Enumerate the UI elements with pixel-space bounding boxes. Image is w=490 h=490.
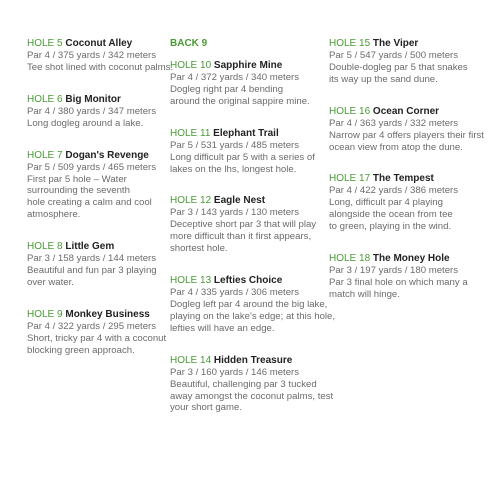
hole-description-line: Tee shot lined with coconut palms. <box>27 61 174 73</box>
hole-description-line: First par 5 hole – Water <box>27 173 127 185</box>
hole-description-line: blocking green approach. <box>27 344 135 356</box>
hole-description-line: atmosphere. <box>27 209 81 221</box>
hole-stats: Par 3 / 143 yards / 130 meters <box>170 207 300 219</box>
hole-entry <box>27 150 172 222</box>
hole-entry <box>27 309 172 357</box>
hole-stats: Par 4 / 422 yards / 386 meters <box>329 185 459 197</box>
hole-description-line: Double-dogleg par 5 that snakes <box>329 61 468 73</box>
hole-description <box>329 50 479 86</box>
hole-title <box>329 173 479 185</box>
hole-entry <box>329 105 484 154</box>
hole-stats: Par 5 / 509 yards / 465 meters <box>27 161 157 173</box>
hole-title <box>27 38 172 50</box>
column-back-nine <box>170 38 336 434</box>
hole-title <box>27 150 172 162</box>
hole-name: Sapphire Mine <box>213 60 283 71</box>
hole-name: Ocean Corner <box>372 105 440 117</box>
hole-number: HOLE 12 <box>170 195 212 207</box>
hole-stats: Par 5 / 547 yards / 500 meters <box>329 50 459 61</box>
hole-name: Hidden Treasure <box>213 354 293 366</box>
hole-number: HOLE 17 <box>329 173 371 185</box>
hole-name: The Money Hole <box>372 253 450 265</box>
hole-number: HOLE 16 <box>329 105 371 117</box>
hole-description-line: Dogleg right par 4 bending <box>170 83 284 95</box>
column-front-nine <box>27 38 172 377</box>
hole-title <box>170 60 322 72</box>
hole-stats: Par 3 / 160 yards / 146 meters <box>170 366 300 378</box>
hole-description-line: match will hinge. <box>329 288 400 300</box>
hole-title <box>27 94 172 106</box>
hole-description-line: lefties will have an edge. <box>170 322 275 334</box>
hole-title <box>27 309 172 321</box>
hole-description-line: Beautiful and fun par 3 playing <box>27 265 157 277</box>
hole-name: Dogan's Revenge <box>65 149 149 161</box>
hole-description-line: lakes on the lhs, longest hole. <box>170 163 297 175</box>
hole-stats: Par 4 / 335 yards / 306 meters <box>170 287 300 299</box>
hole-name: Coconut Alley <box>65 38 133 49</box>
hole-description-line: Long dogleg around a lake. <box>27 117 144 129</box>
hole-description-line: around the original sappire mine. <box>170 95 310 107</box>
hole-description <box>170 207 322 255</box>
hole-name: The Tempest <box>372 173 434 185</box>
hole-description-line: Long difficult par 5 with a series of <box>170 151 315 163</box>
hole-title <box>329 106 479 118</box>
hole-entry <box>27 38 172 74</box>
hole-stats: Par 4 / 380 yards / 347 meters <box>27 105 157 117</box>
hole-number: HOLE 6 <box>27 93 63 105</box>
hole-description-line: ocean view from atop the dune. <box>329 141 463 153</box>
hole-description <box>170 72 322 108</box>
hole-stats: Par 4 / 372 yards / 340 meters <box>170 72 300 83</box>
hole-title <box>170 195 322 207</box>
hole-description-line: its way up the sand dune. <box>329 73 438 85</box>
hole-number: HOLE 11 <box>170 127 211 139</box>
hole-name: Monkey Business <box>65 308 150 320</box>
hole-name: Elephant Trail <box>213 127 279 139</box>
hole-description <box>27 106 172 130</box>
hole-description <box>170 140 322 176</box>
hole-description <box>329 185 479 233</box>
hole-description-line: Deceptive short par 3 that will play <box>170 219 317 231</box>
hole-entry <box>170 354 334 415</box>
hole-title <box>170 355 322 367</box>
hole-number: HOLE 8 <box>27 241 63 253</box>
hole-number: HOLE 15 <box>329 38 371 49</box>
section-heading: BACK 9 <box>170 38 208 49</box>
hole-name: Lefties Choice <box>213 275 283 287</box>
hole-title <box>170 128 322 140</box>
hole-title <box>329 38 479 50</box>
hole-description-line: Narrow par 4 offers players their first <box>329 129 484 141</box>
hole-description-line: Long, difficult par 4 playing <box>329 197 443 209</box>
hole-number: HOLE 5 <box>27 38 63 49</box>
hole-stats: Par 4 / 375 yards / 342 meters <box>27 50 157 61</box>
hole-number: HOLE 7 <box>27 149 63 161</box>
hole-description <box>170 366 334 415</box>
hole-title <box>329 253 479 265</box>
hole-description-line: Dogleg left par 4 around the big lake, <box>170 298 328 310</box>
column-closing-holes <box>329 38 484 321</box>
hole-description-line: your short game. <box>170 402 242 414</box>
hole-description-line: to green, playing in the wind. <box>329 221 452 233</box>
hole-description <box>27 50 172 74</box>
hole-entry <box>170 60 322 108</box>
hole-description-line: more difficult than it first appears, <box>170 231 312 243</box>
hole-name: Eagle Nest <box>213 195 266 207</box>
hole-name: Big Monitor <box>65 93 121 105</box>
hole-entry <box>329 253 479 301</box>
hole-stats: Par 3 / 158 yards / 144 meters <box>27 253 157 265</box>
hole-description <box>27 321 172 357</box>
hole-title <box>170 275 322 287</box>
hole-name: The Viper <box>372 38 419 49</box>
hole-stats: Par 4 / 363 yards / 332 meters <box>329 117 459 129</box>
hole-name: Little Gem <box>65 241 115 253</box>
hole-description-line: surrounding the seventh <box>27 185 130 197</box>
hole-description-line: Short, tricky par 4 with a coconut <box>27 332 167 344</box>
hole-stats: Par 3 / 197 yards / 180 meters <box>329 265 459 277</box>
hole-description-line: playing on the lake's edge; at this hole, <box>170 310 336 322</box>
hole-number: HOLE 14 <box>170 354 212 366</box>
hole-number: HOLE 9 <box>27 308 63 320</box>
hole-entry <box>170 128 322 176</box>
hole-stats: Par 4 / 322 yards / 295 meters <box>27 320 157 332</box>
hole-title <box>27 241 172 253</box>
hole-entry <box>170 275 336 335</box>
hole-description-line: over water. <box>27 276 74 288</box>
hole-entry <box>27 94 172 130</box>
hole-number: HOLE 13 <box>170 275 212 287</box>
hole-description-line: hole creating a calm and cool <box>27 197 152 209</box>
hole-number: HOLE 18 <box>329 253 371 265</box>
hole-description-line: away amongst the coconut palms, test <box>170 390 334 402</box>
hole-stats: Par 5 / 531 yards / 485 meters <box>170 139 300 151</box>
hole-description-line: Par 3 final hole on which many a <box>329 276 468 288</box>
hole-description <box>27 253 172 289</box>
hole-description-line: alongside the ocean from tee <box>329 209 453 221</box>
hole-entry <box>329 38 479 86</box>
hole-description-line: Beautiful, challenging par 3 tucked <box>170 378 317 390</box>
hole-description <box>27 162 172 222</box>
hole-entry <box>27 241 172 289</box>
hole-number: HOLE 10 <box>170 60 212 71</box>
hole-entry <box>170 195 322 255</box>
hole-entry <box>329 173 479 233</box>
hole-description <box>329 265 479 301</box>
hole-description-line: shortest hole. <box>170 243 228 255</box>
hole-description <box>170 287 336 335</box>
hole-description <box>329 117 484 154</box>
